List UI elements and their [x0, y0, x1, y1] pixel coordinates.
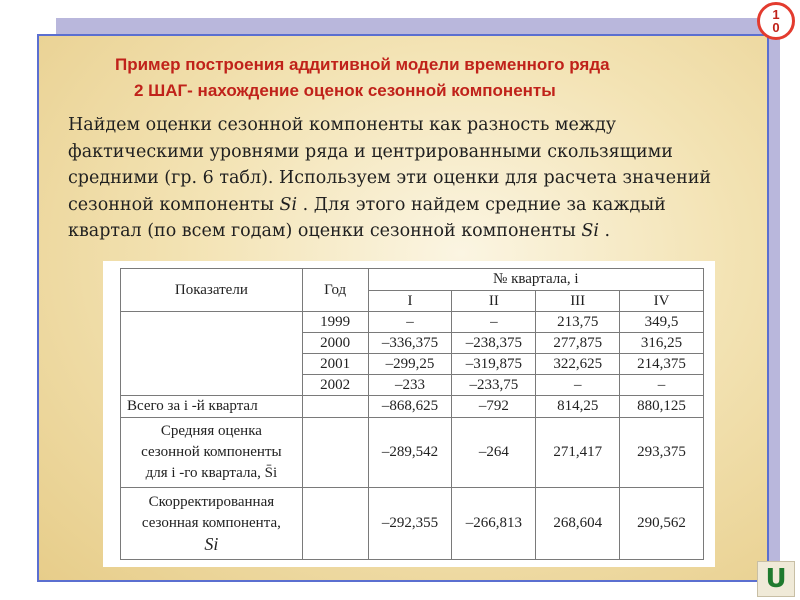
- header-q2: II: [452, 291, 536, 312]
- cell-value: 322,625: [536, 354, 620, 375]
- adjusted-label-line: сезонная компонента,: [141, 515, 281, 531]
- cell-value: –238,375: [452, 333, 536, 354]
- cell-value: 814,25: [536, 396, 620, 418]
- paragraph-text: .: [598, 221, 611, 241]
- return-nav-button[interactable]: [757, 561, 795, 597]
- si-symbol: Si: [581, 221, 599, 241]
- cell-year: 2001: [302, 354, 368, 375]
- cell-value: 277,875: [536, 333, 620, 354]
- return-icon: U: [765, 564, 787, 594]
- adjusted-label: [121, 488, 303, 560]
- table-row-adjusted: [121, 488, 704, 560]
- header-q1: I: [368, 291, 452, 312]
- cell-value: –: [452, 312, 536, 333]
- header-indicators: Показатели: [121, 269, 303, 312]
- header-q4: IV: [620, 291, 704, 312]
- cell-value: 214,375: [620, 354, 704, 375]
- average-label-line: сезонной компоненты: [141, 444, 282, 460]
- paragraph-text: квартал (по всем годам) оценки сезонной компоненты: [68, 221, 582, 241]
- seasonal-table: [120, 268, 704, 560]
- table-card: [103, 261, 715, 567]
- cell-value: –319,875: [452, 354, 536, 375]
- paragraph-line: средними (гр. 6 табл). Используем эти оценки для расчета значений: [68, 168, 712, 188]
- table-row-total: [121, 396, 704, 418]
- cell-value: –289,542: [368, 418, 452, 488]
- cell-value: –292,355: [368, 488, 452, 560]
- slide-subtitle: 2 ШАГ- нахождение оценок сезонной компоненты: [134, 81, 556, 100]
- cell-value: 880,125: [620, 396, 704, 418]
- header-quarter-group: № квартала, i: [368, 269, 703, 291]
- slide-title: Пример построения аддитивной модели временного ряда: [115, 55, 610, 74]
- empty-label-cell: [121, 312, 303, 396]
- empty-cell: [302, 488, 368, 560]
- cell-value: –792: [452, 396, 536, 418]
- cell-value: –: [536, 375, 620, 396]
- paragraph-text: сезонной компоненты: [68, 194, 280, 215]
- table-row-average: [121, 418, 704, 488]
- cell-value: 349,5: [620, 312, 704, 333]
- cell-value: –299,25: [368, 354, 452, 375]
- cell-value: –868,625: [368, 396, 452, 418]
- cell-value: 268,604: [536, 488, 620, 560]
- header-q3: III: [536, 291, 620, 312]
- average-label-line: для i -го квартала, S̄i: [145, 465, 278, 481]
- cell-value: 290,562: [620, 488, 704, 560]
- empty-cell: [302, 418, 368, 488]
- adjusted-label-line: Скорректированная: [148, 494, 275, 510]
- average-label: [121, 418, 303, 488]
- paragraph-text: . Для этого найдем средние за каждый: [297, 194, 666, 215]
- table-row: [121, 312, 704, 333]
- cell-value: –: [620, 375, 704, 396]
- cell-value: –233: [368, 375, 452, 396]
- cell-value: 213,75: [536, 312, 620, 333]
- si-symbol: Si: [279, 194, 298, 215]
- body-paragraph: [68, 112, 728, 245]
- cell-value: –: [368, 312, 452, 333]
- paragraph-line: Найдем оценки сезонной компоненты как разность между: [68, 115, 617, 135]
- cell-value: 271,417: [536, 418, 620, 488]
- table-header-row: [121, 269, 704, 291]
- paragraph-line: фактическими уровнями ряда и центрированными скользящими: [68, 141, 673, 162]
- cell-year: 2002: [302, 375, 368, 396]
- cell-value: 293,375: [620, 418, 704, 488]
- cell-value: 316,25: [620, 333, 704, 354]
- paragraph-line: [68, 192, 728, 219]
- cell-value: –233,75: [452, 375, 536, 396]
- paragraph-line: [68, 218, 728, 245]
- cell-value: –336,375: [368, 333, 452, 354]
- empty-cell: [302, 396, 368, 418]
- cell-value: –264: [452, 418, 536, 488]
- adjusted-label-symbol: Si: [204, 534, 219, 554]
- cell-value: –266,813: [452, 488, 536, 560]
- page-number-badge: [757, 2, 795, 40]
- header-year: Год: [302, 269, 368, 312]
- page-number-digit-1: 1: [772, 7, 780, 22]
- cell-year: 1999: [302, 312, 368, 333]
- average-label-line: Средняя оценка: [160, 423, 262, 439]
- cell-year: 2000: [302, 333, 368, 354]
- page-number-digit-2: 0: [772, 20, 780, 35]
- total-label: Всего за i -й квартал: [121, 396, 303, 418]
